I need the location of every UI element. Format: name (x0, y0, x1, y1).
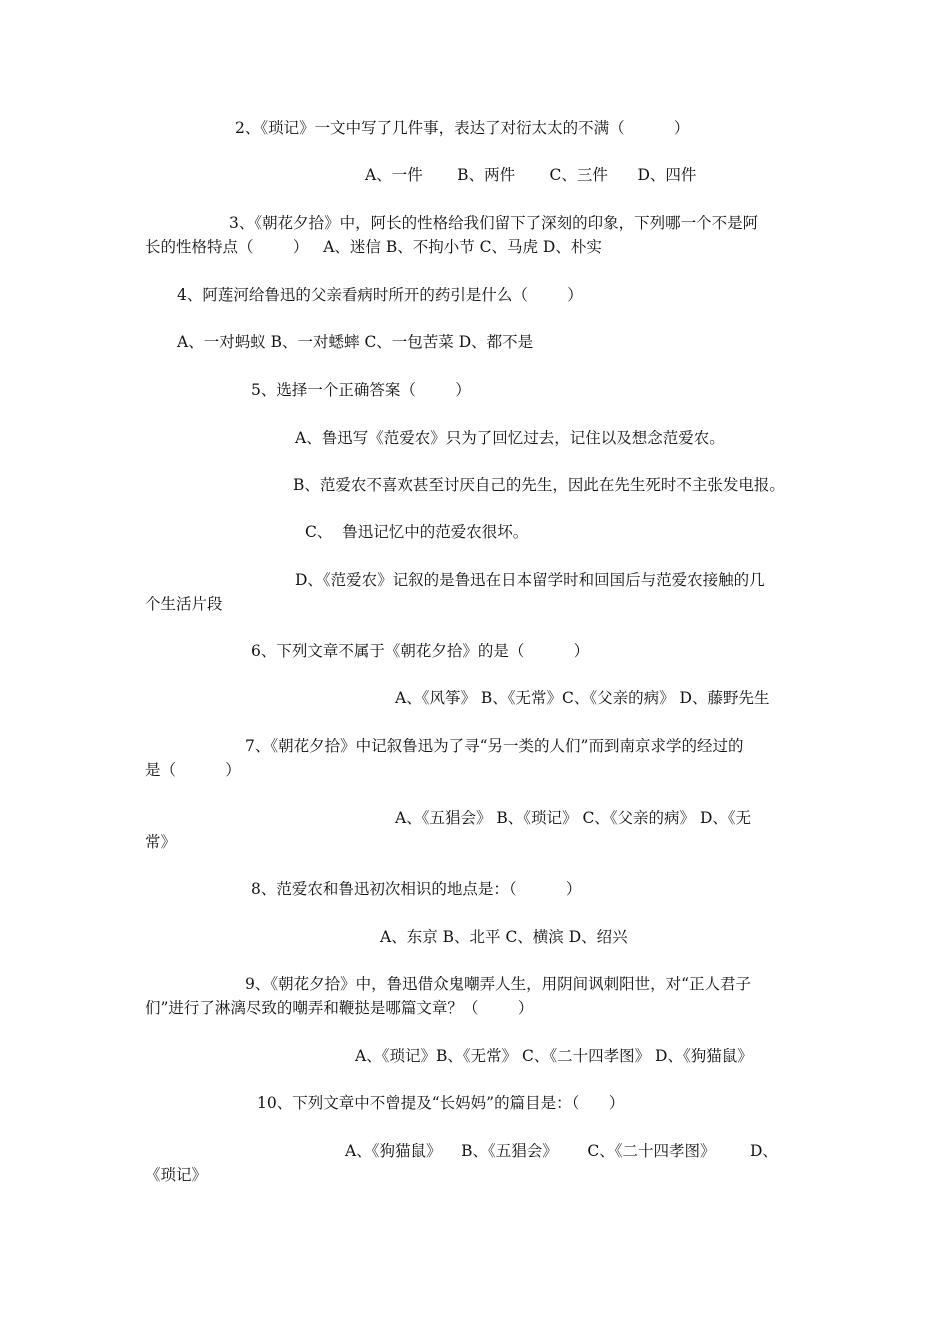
question-5-stem: 5、选择一个正确答案（ ） (251, 381, 471, 399)
question-6-options: A、《风筝》 B、《无常》C、《父亲的病》 D、藤野先生 (395, 689, 770, 707)
question-5-option-c: C、 鲁迅记忆中的范爱农很坏。 (305, 523, 529, 541)
question-9-stem-line2: 们”进行了淋漓尽致的嘲弄和鞭挞是哪篇文章？（ ） (145, 999, 534, 1017)
question-8-options: A、东京 B、北平 C、横滨 D、绍兴 (380, 928, 628, 946)
question-2-stem: 2、《琐记》一文中写了几件事，表达了对衍太太的不满（ ） (235, 119, 690, 137)
question-5-option-b: B、范爱农不喜欢甚至讨厌自己的先生，因此在先生死时不主张发电报。 (293, 476, 785, 494)
question-9-options: A、《琐记》B、《无常》 C、《二十四孝图》 D、《狗猫鼠》 (355, 1047, 753, 1065)
question-7-options-line1: A、《五猖会》 B、《琐记》 C、《父亲的病》 D、《无 (395, 809, 752, 827)
question-3-stem-line2: 长的性格特点（ ） A、迷信 B、不拘小节 C、马虎 D、朴实 (145, 238, 602, 256)
question-5-option-d-line2: 个生活片段 (145, 595, 223, 613)
question-10-stem: 10、下列文章中不曾提及“长妈妈”的篇目是：（ ） (257, 1094, 625, 1112)
question-7-stem-line2: 是（ ） (145, 761, 241, 779)
question-5-option-a: A、鲁迅写《范爱农》只为了回忆过去，记住以及想念范爱农。 (295, 429, 725, 447)
question-8-stem: 8、范爱农和鲁迅初次相识的地点是：（ ） (251, 880, 582, 898)
question-7-stem-line1: 7、《朝花夕拾》中记叙鲁迅为了寻“另一类的人们”而到南京求学的经过的 (245, 737, 744, 755)
question-5-option-d-line1: D、《范爱农》记叙的是鲁迅在日本留学时和回国后与范爱农接触的几 (295, 571, 765, 589)
question-4-stem: 4、阿莲河给鲁迅的父亲看病时所开的药引是什么（ ） (177, 286, 583, 304)
question-4-options: A、一对蚂蚁 B、一对蟋蟀 C、一包苦菜 D、都不是 (177, 333, 534, 351)
question-9-stem-line1: 9、《朝花夕拾》中，鲁迅借众鬼嘲弄人生，用阴间讽刺阳世，对“正人君子 (245, 975, 752, 993)
question-10-options-line2: 《琐记》 (145, 1166, 208, 1184)
question-10-options-line1: A、《狗猫鼠》 B、《五猖会》 C、《二十四孝图》 D、 (345, 1142, 778, 1160)
question-3-stem-line1: 3、《朝花夕拾》中，阿长的性格给我们留下了深刻的印象，下列哪一个不是阿 (229, 214, 759, 232)
question-7-options-line2: 常》 (145, 833, 177, 851)
question-2-options: A、一件 B、两件 C、三件 D、四件 (365, 166, 697, 184)
question-6-stem: 6、下列文章不属于《朝花夕拾》的是（ ） (251, 642, 590, 660)
